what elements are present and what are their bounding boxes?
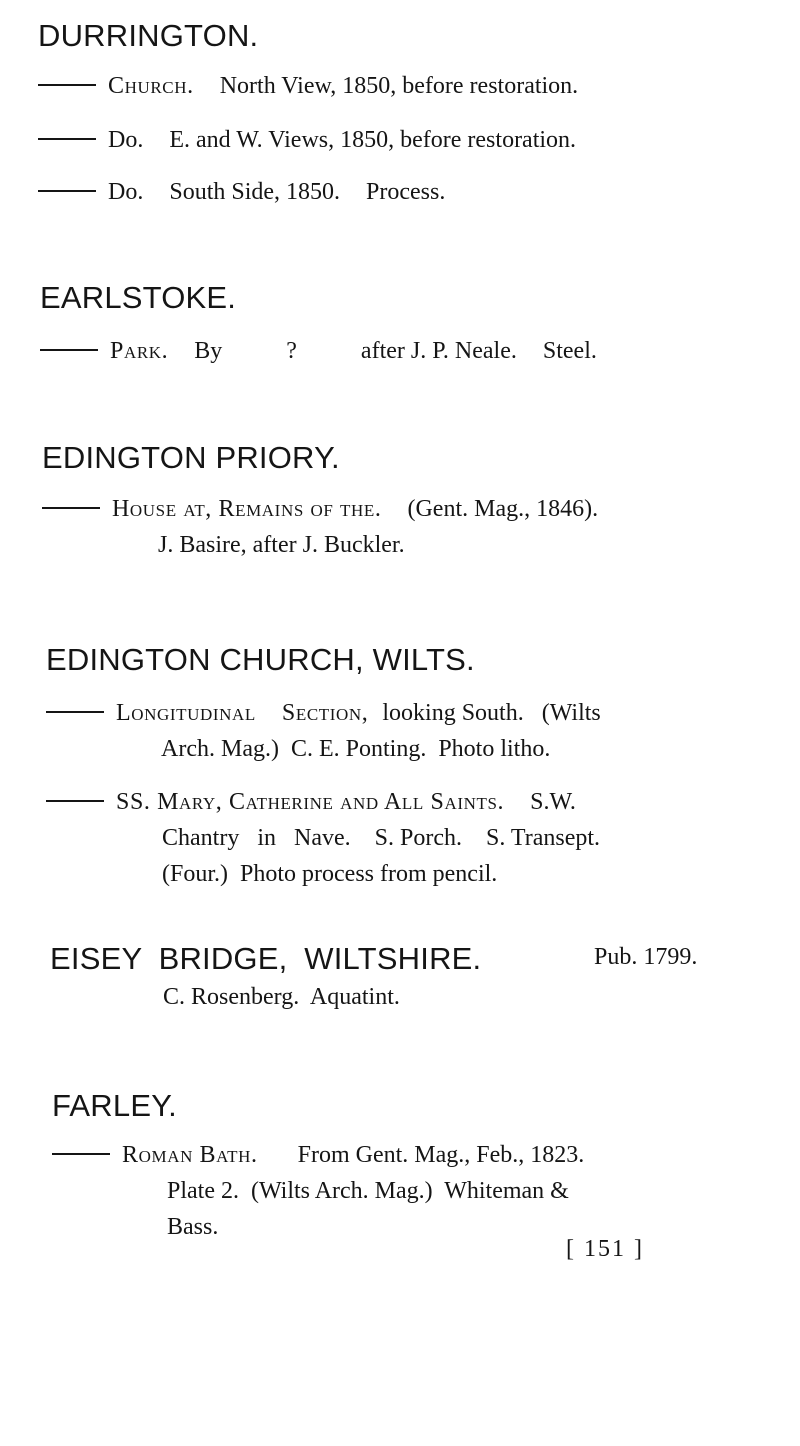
entry-earlstoke-park: Park. By ? after J. P. Neale. Steel. — [40, 333, 597, 369]
heading-durrington: DURRINGTON. — [38, 18, 259, 53]
dash-rule — [40, 349, 98, 351]
dash-rule — [42, 507, 100, 509]
dash-rule — [46, 711, 104, 713]
heading-edington-priory: EDINGTON PRIORY. — [42, 440, 340, 475]
entry-farley-roman-bath: Roman Bath. From Gent. Mag., Feb., 1823. Plate 2. (Wilts Arch. Mag.) Whiteman & Bass. — [52, 1137, 584, 1245]
entry-durrington-ew-views: Do. E. and W. Views, 1850, before restoration. — [38, 122, 576, 158]
dash-rule — [46, 800, 104, 802]
entry-edington-priory-house: House at, Remains of the. (Gent. Mag., 1846). J. Basire, after J. Buckler. — [42, 491, 598, 563]
heading-farley: FARLEY. — [52, 1088, 177, 1123]
dash-rule — [38, 190, 96, 192]
entry-eisey-bridge-engraver: C. Rosenberg. Aquatint. — [163, 984, 400, 1010]
heading-edington-church: EDINGTON CHURCH, WILTS. — [46, 642, 475, 677]
heading-eisey-bridge: EISEY BRIDGE, WILTSHIRE. — [50, 941, 482, 976]
dash-rule — [38, 138, 96, 140]
dash-rule — [38, 84, 96, 86]
dash-rule — [52, 1153, 110, 1155]
entry-durrington-south-side: Do. South Side, 1850. Process. — [38, 174, 445, 210]
eisey-bridge-pub: Pub. 1799. — [594, 944, 698, 970]
entry-edington-longitudinal-section: Longitudinal Section, looking South. (Wilts Arch. Mag.) C. E. Ponting. Photo litho. — [46, 695, 601, 767]
heading-earlstoke: EARLSTOKE. — [40, 280, 237, 315]
entry-durrington-church: Church. North View, 1850, before restoration. — [38, 68, 578, 104]
entry-edington-ss-mary: SS. Mary, Catherine and All Saints. S.W. Chantry in Nave. S. Porch. S. Transept. (Four.) Photo process from pencil. — [46, 784, 600, 892]
page-number: [ 151 ] — [566, 1236, 644, 1262]
